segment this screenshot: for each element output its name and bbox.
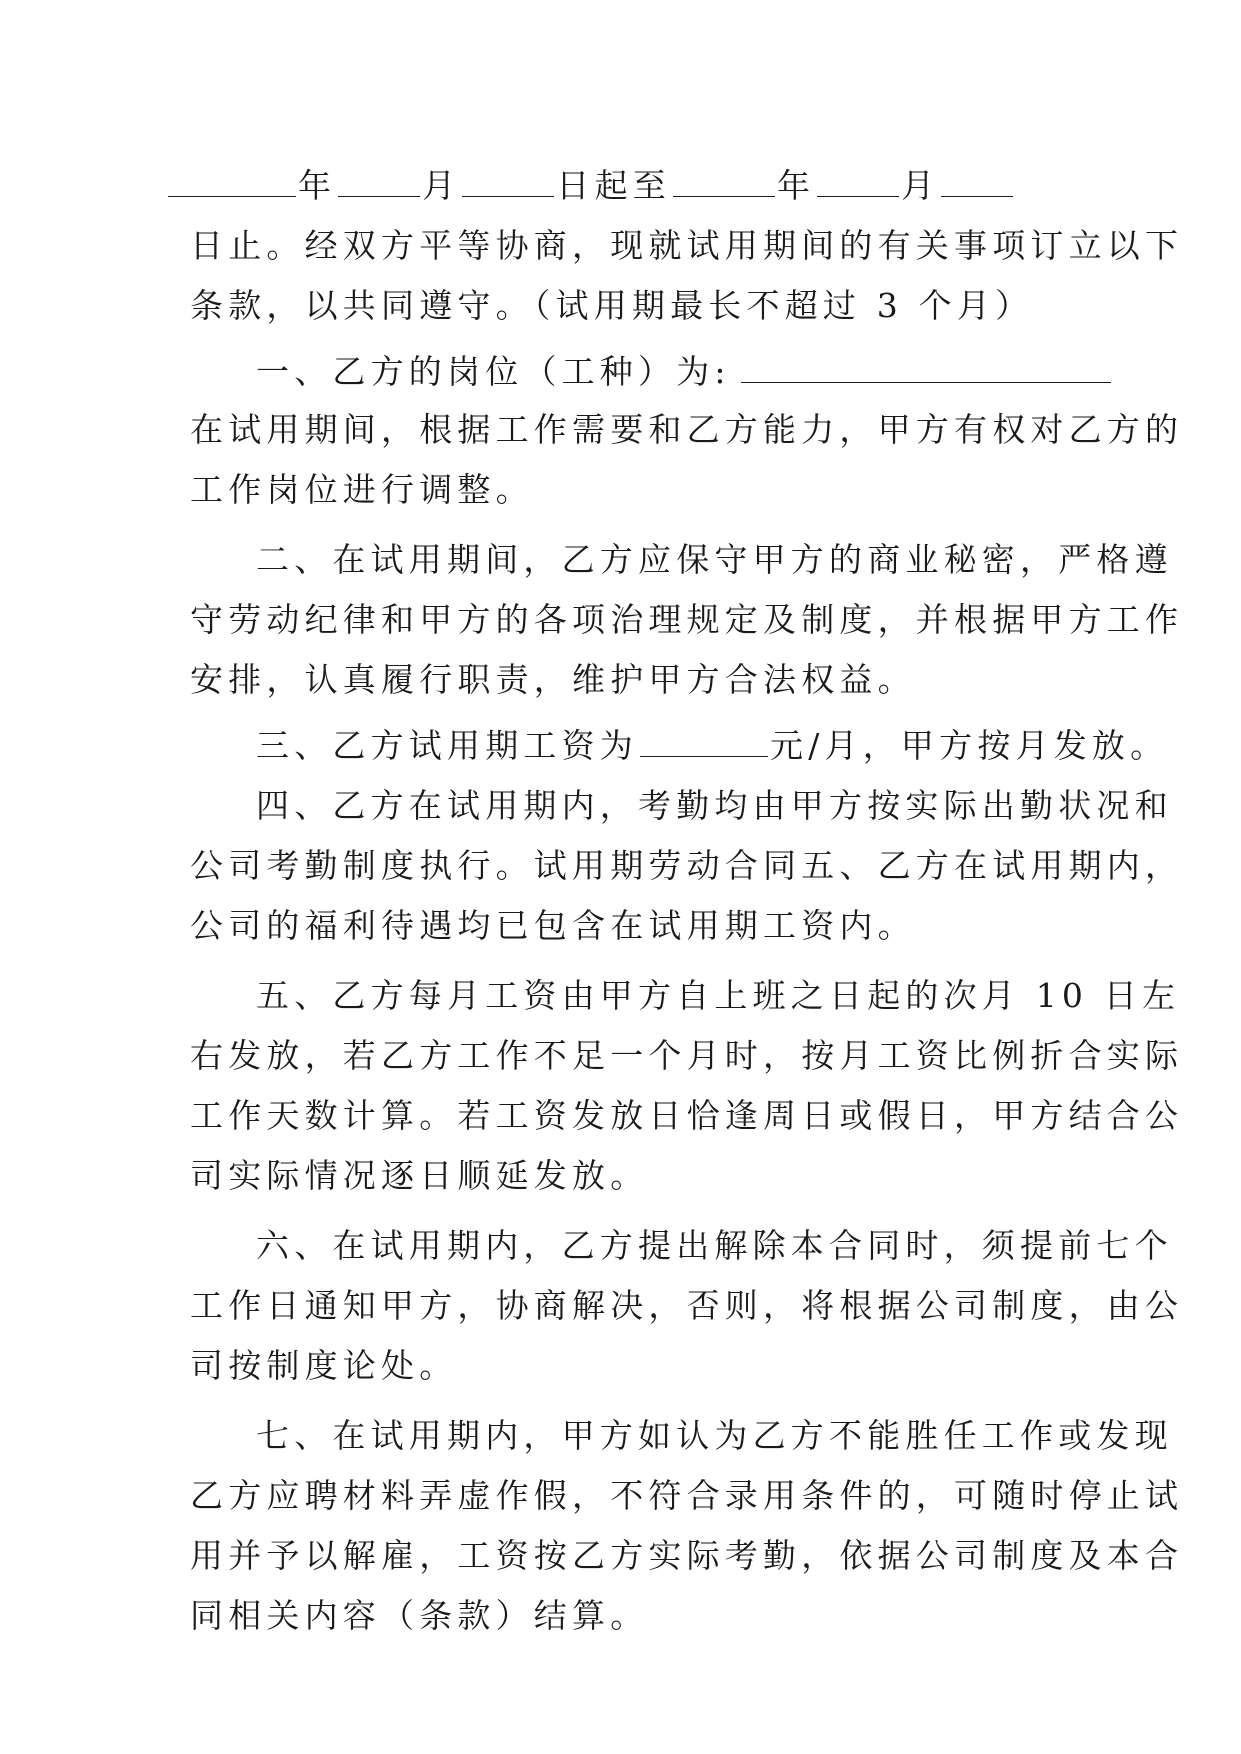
clause-7-line-2: 乙方应聘材料弄虚作假，不符合录用条件的，可随时停止试 — [190, 1476, 1184, 1515]
clause-2-line-1: 二、在试用期间，乙方应保守甲方的商业秘密，严格遵 — [256, 540, 1173, 579]
clause-7-line-1: 七、在试用期内，甲方如认为乙方不能胜任工作或发现 — [256, 1416, 1173, 1455]
clause-7-line-4: 同相关内容（条款）结算。 — [190, 1596, 649, 1635]
blank-salary — [640, 730, 768, 757]
clause-5-line-2: 右发放，若乙方工作不足一个月时，按月工资比例折合实际 — [190, 1036, 1184, 1075]
clause-7-line-3: 用并予以解雇，工资按乙方实际考勤，依据公司制度及本合 — [190, 1536, 1184, 1575]
blank-end-year — [673, 170, 775, 197]
blank-end-month — [817, 170, 899, 197]
label-month-1: 月 — [422, 166, 461, 205]
intro-line-1 — [190, 156, 1050, 216]
label-year-1: 年 — [298, 166, 337, 205]
clause-4-line-2: 公司考勤制度执行。试用期劳动合同五、乙方在试用期内， — [190, 846, 1184, 885]
clause-4-line-1: 四、乙方在试用期内，考勤均由甲方按实际出勤状况和 — [256, 786, 1173, 825]
clause-1-line-3: 工作岗位进行调整。 — [190, 470, 534, 509]
blank-end-day — [941, 170, 1013, 197]
blank-start-month — [338, 170, 420, 197]
blank-start-day — [462, 170, 554, 197]
clause-6-line-1: 六、在试用期内，乙方提出解除本合同时，须提前七个 — [256, 1226, 1173, 1265]
clause-1-label: 一、乙方的岗位（工种）为: — [256, 352, 731, 391]
clause-3-suffix: 元/月，甲方按月发放。 — [770, 726, 1169, 765]
clause-2-line-3: 安排，认真履行职责，维护甲方合法权益。 — [190, 660, 916, 699]
intro-line-3: 条款，以共同遵守。（试用期最长不超过 3 个月） — [190, 286, 1034, 325]
clause-5-line-3: 工作天数计算。若工资发放日恰逢周日或假日，甲方结合公 — [190, 1096, 1184, 1135]
clause-1-line-1 — [190, 342, 1050, 402]
contract-page — [190, 156, 1184, 1646]
clause-5-line-4: 司实际情况逐日顺延发放。 — [190, 1156, 649, 1195]
label-year-2: 年 — [777, 166, 816, 205]
label-month-2: 月 — [901, 166, 940, 205]
clause-3-prefix: 三、乙方试用期工资为 — [256, 726, 638, 765]
clause-6-line-2: 工作日通知甲方，协商解决，否则，将根据公司制度，由公 — [190, 1286, 1184, 1325]
blank-position — [741, 356, 1111, 383]
clause-4-line-3: 公司的福利待遇均已包含在试用期工资内。 — [190, 906, 916, 945]
clause-6-line-3: 司按制度论处。 — [190, 1346, 458, 1385]
clause-1-line-2: 在试用期间，根据工作需要和乙方能力，甲方有权对乙方的 — [190, 410, 1184, 449]
label-day-until: 日起至 — [556, 166, 672, 205]
blank-start-year — [168, 170, 296, 197]
intro-line-2: 日止。经双方平等协商，现就试用期间的有关事项订立以下 — [190, 226, 1184, 265]
clause-5-line-1: 五、乙方每月工资由甲方自上班之日起的次月 10 日左 — [256, 976, 1181, 1015]
clause-3-line-1 — [190, 716, 1169, 776]
clause-2-line-2: 守劳动纪律和甲方的各项治理规定及制度，并根据甲方工作 — [190, 600, 1184, 639]
